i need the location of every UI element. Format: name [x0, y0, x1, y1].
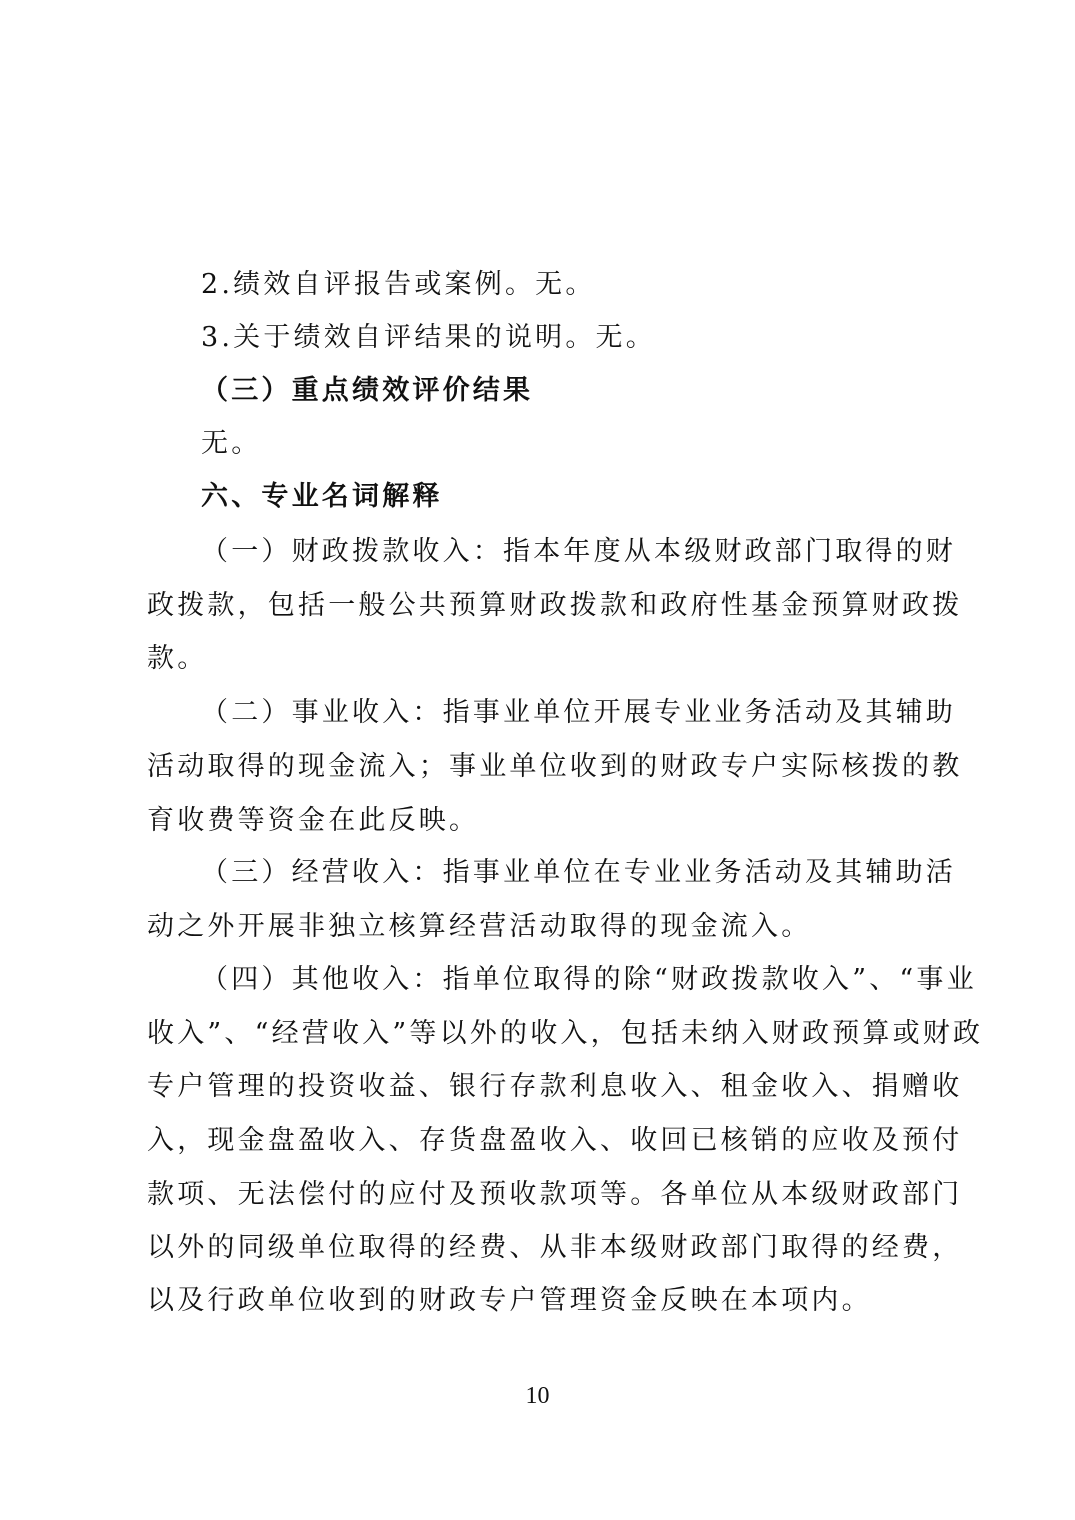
paragraph-fiscal-appropriation-line-1: （一）财政拨款收入：指本年度从本级财政部门取得的财 — [201, 536, 956, 567]
paragraph-business-income-line-1: （二）事业收入：指事业单位开展专业业务活动及其辅助 — [201, 697, 956, 728]
page-number: 10 — [525, 1383, 550, 1409]
paragraph-operating-income-line-2: 动之外开展非独立核算经营活动取得的现金流入。 — [147, 911, 812, 942]
paragraph-other-income-line-1: （四）其他收入：指单位取得的除“财政拨款收入”、“事业 — [201, 964, 977, 995]
item-3-self-evaluation-explanation: 3.关于绩效自评结果的说明。无。 — [201, 322, 656, 353]
subheading-key-performance-evaluation: （三）重点绩效评价结果 — [201, 375, 534, 406]
paragraph-other-income-line-7: 以及行政单位收到的财政专户管理资金反映在本项内。 — [147, 1285, 872, 1316]
paragraph-fiscal-appropriation-line-3: 款。 — [147, 643, 208, 674]
paragraph-fiscal-appropriation-line-2: 政拨款，包括一般公共预算财政拨款和政府性基金预算财政拨 — [147, 590, 963, 621]
paragraph-other-income-line-3: 专户管理的投资收益、银行存款利息收入、租金收入、捐赠收 — [147, 1071, 963, 1102]
paragraph-other-income-line-6: 以外的同级单位取得的经费、从非本级财政部门取得的经费， — [147, 1232, 963, 1263]
paragraph-business-income-line-2: 活动取得的现金流入；事业单位收到的财政专户实际核拨的教 — [147, 751, 963, 782]
item-2-self-evaluation-report: 2.绩效自评报告或案例。无。 — [201, 269, 596, 300]
paragraph-business-income-line-3: 育收费等资金在此反映。 — [147, 805, 480, 836]
section-heading-glossary: 六、专业名词解释 — [201, 481, 443, 512]
paragraph-other-income-line-4: 入，现金盘盈收入、存货盘盈收入、收回已核销的应收及预付 — [147, 1125, 963, 1156]
paragraph-other-income-line-5: 款项、无法偿付的应付及预收款项等。各单位从本级财政部门 — [147, 1179, 963, 1210]
paragraph-none: 无。 — [201, 428, 262, 459]
paragraph-operating-income-line-1: （三）经营收入：指事业单位在专业业务活动及其辅助活 — [201, 857, 956, 888]
paragraph-other-income-line-2: 收入”、“经营收入”等以外的收入，包括未纳入财政预算或财政 — [147, 1018, 984, 1049]
